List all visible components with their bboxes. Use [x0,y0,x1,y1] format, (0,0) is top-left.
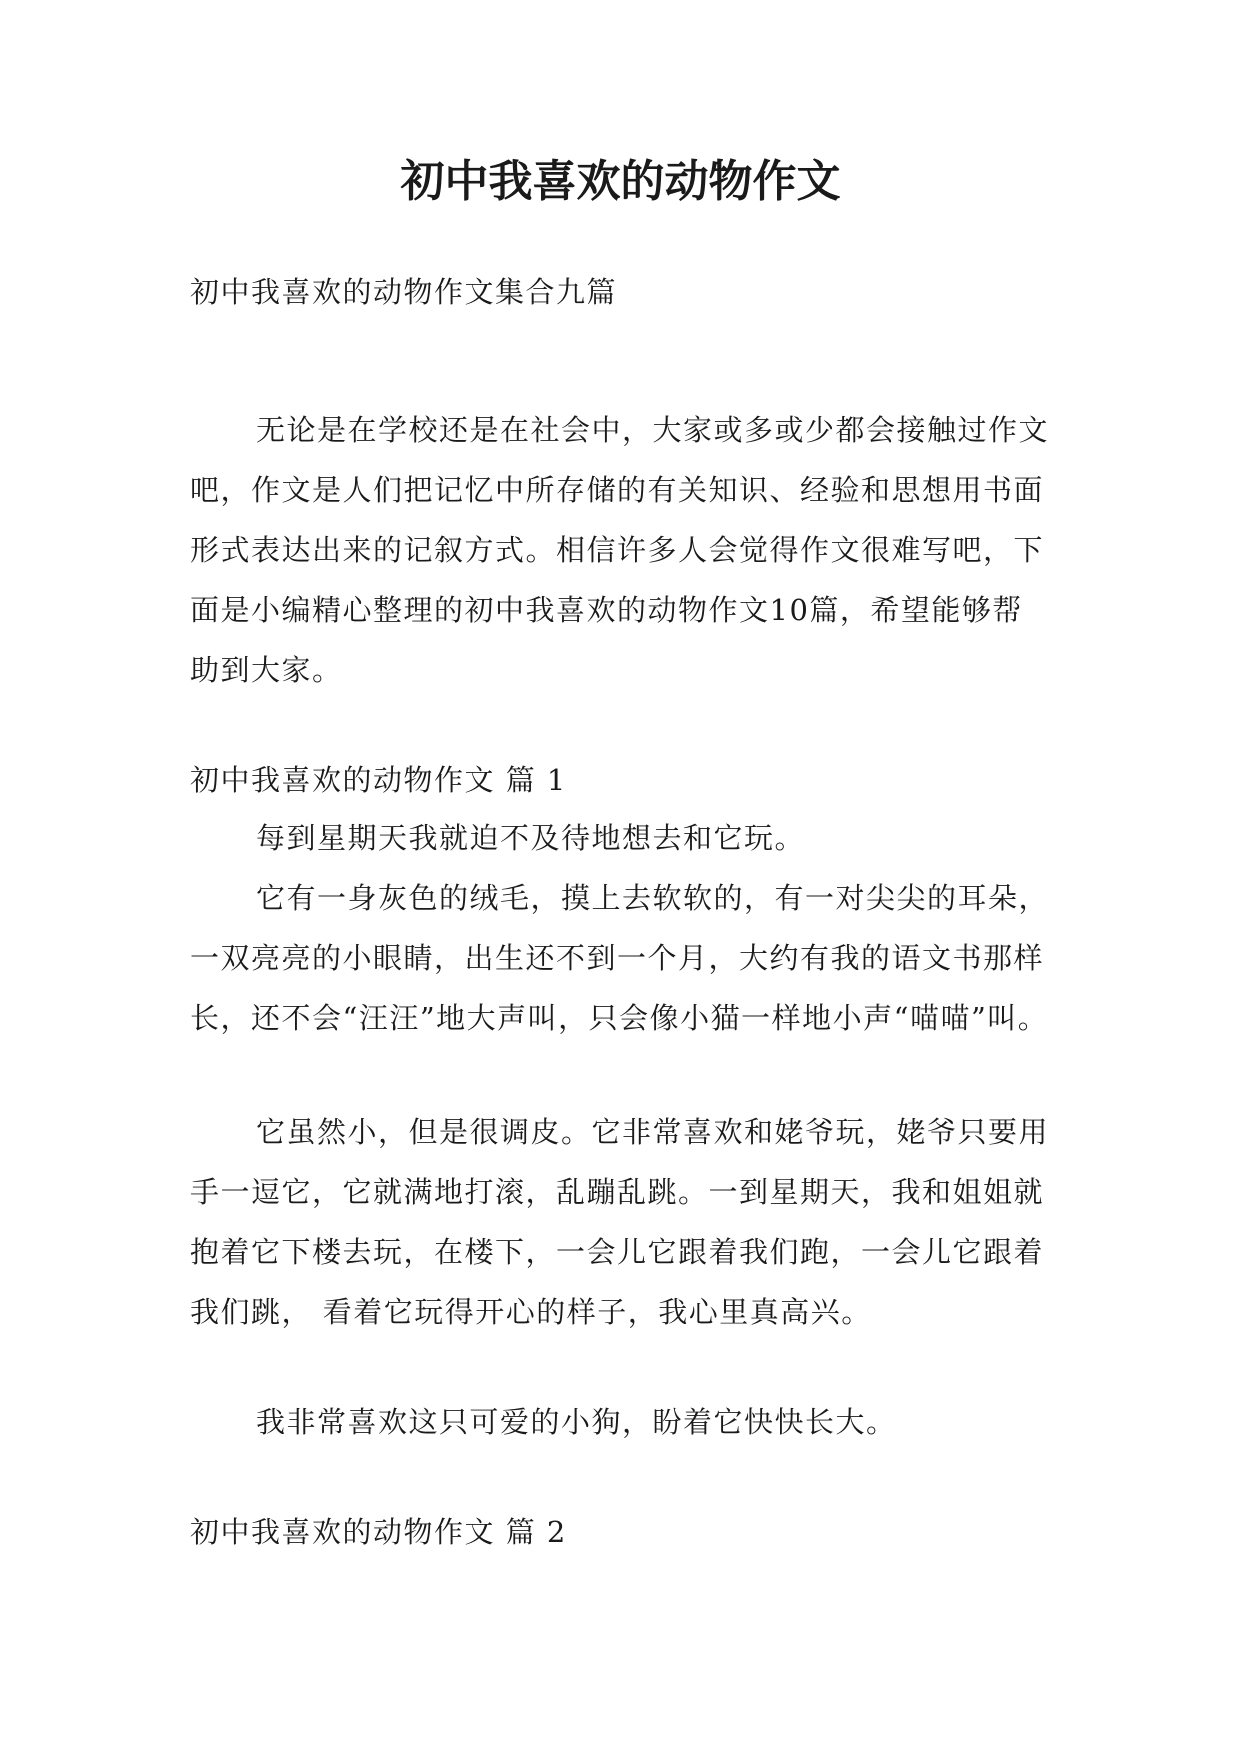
section-1-paragraph-3: 它虽然小，但是很调皮。它非常喜欢和姥爷玩，姥爷只要用手一逗它，它就满地打滚，乱蹦乱跳。一到星期天，我和姐姐就抱着它下楼去玩，在楼下，一会儿它跟着我们跑，一会儿它跟着我们跳， 看着它玩得开心的样子，我心里真高兴。 [190,1115,1050,1329]
document-subtitle: 初中我喜欢的动物作文集合九篇 [190,275,618,309]
page-title: 初中我喜欢的动物作文 [400,156,841,207]
section-1-paragraph-1: 每到星期天我就迫不及待地想去和它玩。 [256,821,806,855]
section-heading-2: 初中我喜欢的动物作文 篇 2 [190,1515,567,1549]
section-1-paragraph-4: 我非常喜欢这只可爱的小狗，盼着它快快长大。 [256,1405,897,1439]
intro-paragraph: 无论是在学校还是在社会中，大家或多或少都会接触过作文吧，作文是人们把记忆中所存储的有关知识、经验和思想用书面形式表达出来的记叙方式。相信许多人会觉得作文很难写吧，下面是小编精心整理的初中我喜欢的动物作文10篇，希望能够帮助到大家。 [190,413,1050,687]
section-1-paragraph-2: 它有一身灰色的绒毛，摸上去软软的，有一对尖尖的耳朵，一双亮亮的小眼睛，出生还不到一个月，大约有我的语文书那样长，还不会“汪汪”地大声叫，只会像小猫一样地小声“喵喵”叫。 [190,881,1050,1035]
section-heading-1: 初中我喜欢的动物作文 篇 1 [190,763,567,797]
